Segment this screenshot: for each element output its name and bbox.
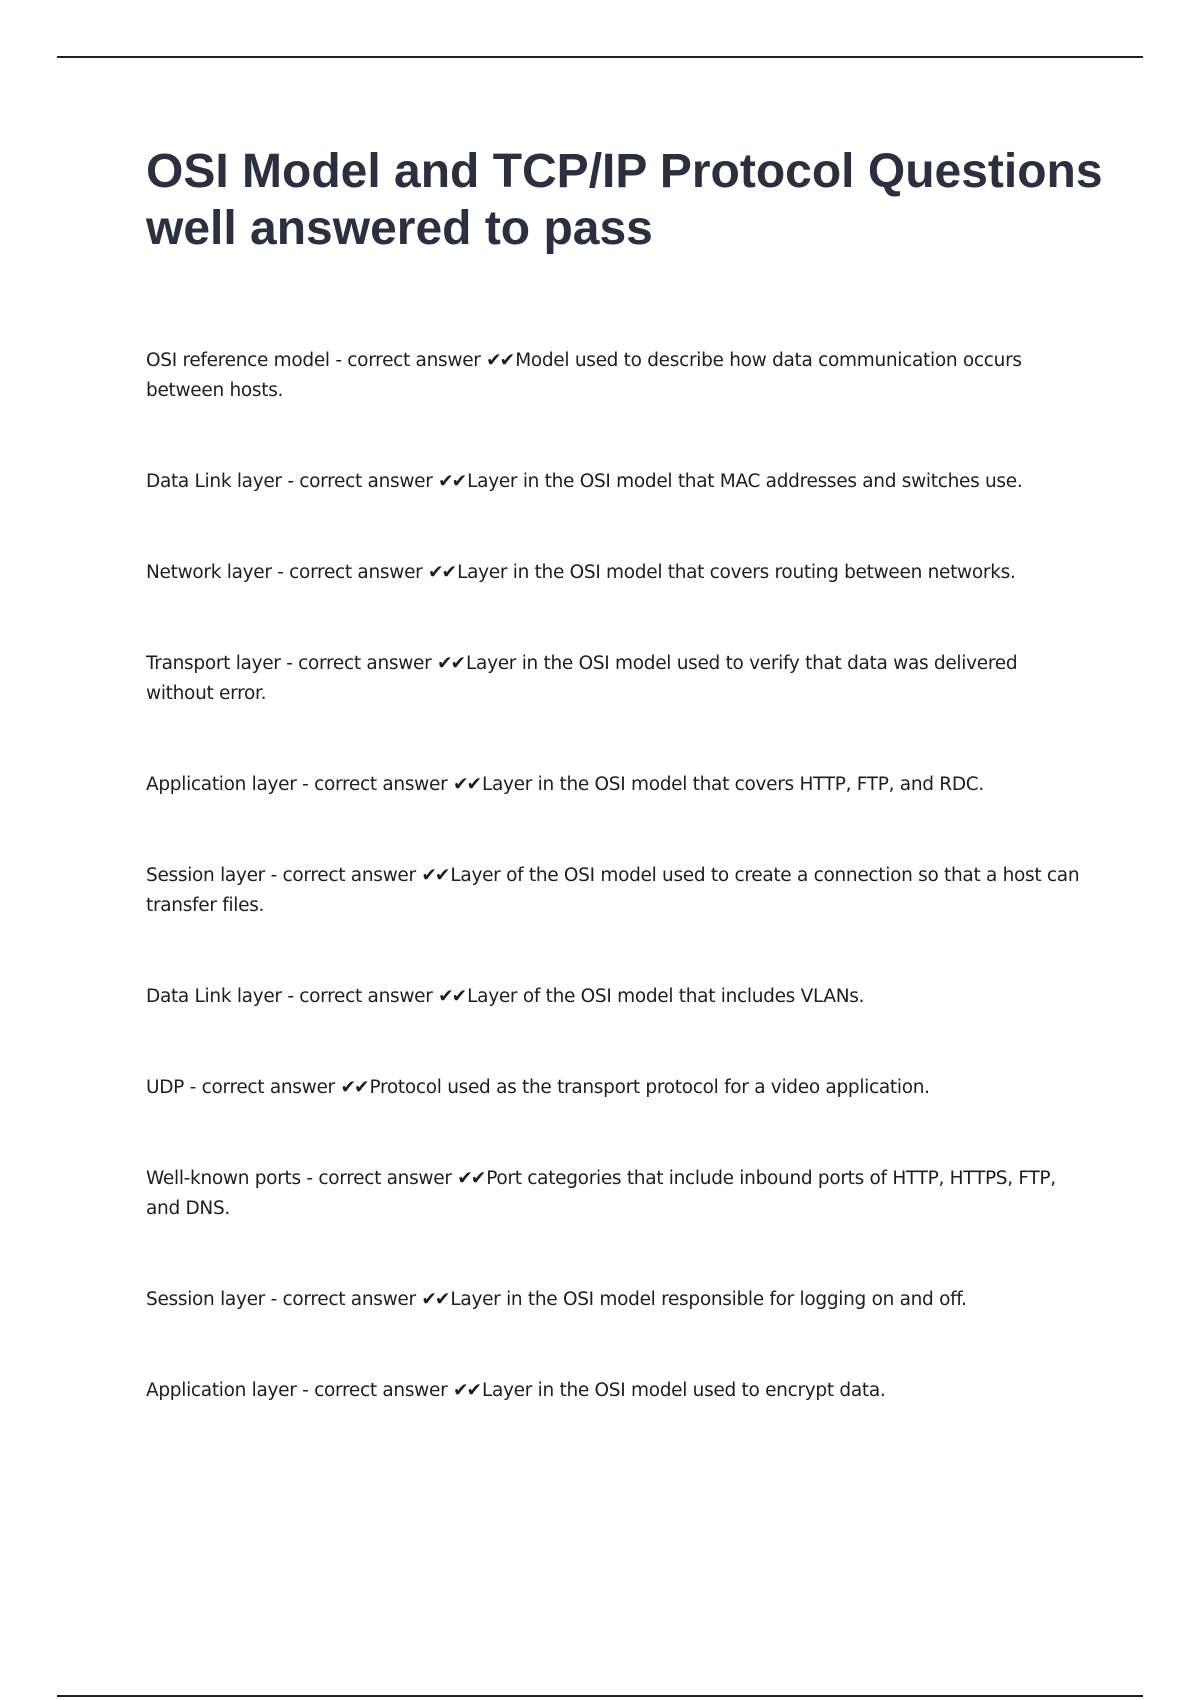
qa-item xyxy=(146,1376,1086,1406)
qa-answer: Port categories that include inbound ports of HTTP, HTTPS, FTP, and DNS. xyxy=(146,1168,1056,1219)
qa-term: OSI reference model xyxy=(146,350,330,371)
double-check-icon: ✔✔ xyxy=(437,653,465,674)
double-check-icon: ✔✔ xyxy=(421,865,449,886)
qa-answer: Layer in the OSI model that covers routing between networks. xyxy=(457,562,1016,583)
double-check-icon: ✔✔ xyxy=(428,562,456,583)
qa-term: Session layer xyxy=(146,865,265,886)
qa-answer: Layer of the OSI model used to create a connection so that a host can transfer files. xyxy=(146,865,1080,916)
qa-item xyxy=(146,982,1086,1012)
qa-term: Application layer xyxy=(146,1380,297,1401)
qa-item xyxy=(146,770,1086,800)
qa-separator: - correct answer xyxy=(300,1168,458,1189)
qa-term: Network layer xyxy=(146,562,272,583)
double-check-icon: ✔✔ xyxy=(438,986,466,1007)
qa-item xyxy=(146,1164,1086,1224)
qa-answer: Layer in the OSI model that covers HTTP, FTP, and RDC. xyxy=(481,774,984,795)
footer-rule xyxy=(57,1695,1143,1697)
qa-answer: Layer in the OSI model responsible for logging on and off. xyxy=(450,1289,967,1310)
qa-item xyxy=(146,649,1086,709)
qa-separator: - correct answer xyxy=(264,1289,422,1310)
qa-separator: - correct answer xyxy=(296,774,453,795)
double-check-icon: ✔✔ xyxy=(452,774,480,795)
qa-answer: Layer of the OSI model that includes VLANs. xyxy=(467,986,865,1007)
qa-item xyxy=(146,346,1086,406)
double-check-icon: ✔✔ xyxy=(486,350,514,371)
qa-term: Session layer xyxy=(146,1289,265,1310)
qa-separator: - correct answer xyxy=(264,865,422,886)
double-check-icon: ✔✔ xyxy=(438,471,466,492)
qa-answer: Layer in the OSI model used to encrypt data. xyxy=(481,1380,886,1401)
qa-separator: - correct answer xyxy=(281,471,439,492)
qa-item xyxy=(146,1285,1086,1315)
qa-item xyxy=(146,558,1086,588)
qa-separator: - correct answer xyxy=(271,562,429,583)
qa-separator: - correct answer xyxy=(280,653,438,674)
double-check-icon: ✔✔ xyxy=(340,1077,368,1098)
qa-term: UDP xyxy=(146,1077,185,1098)
qa-term: Data Link layer xyxy=(146,471,282,492)
qa-term: Data Link layer xyxy=(146,986,282,1007)
double-check-icon: ✔✔ xyxy=(421,1289,449,1310)
qa-separator: - correct answer xyxy=(329,350,487,371)
qa-list xyxy=(146,346,1086,1467)
double-check-icon: ✔✔ xyxy=(452,1380,480,1401)
qa-term: Transport layer xyxy=(146,653,281,674)
qa-answer: Layer in the OSI model that MAC addresses and switches use. xyxy=(467,471,1023,492)
qa-item xyxy=(146,1073,1086,1103)
qa-answer: Model used to describe how data communication occurs between hosts. xyxy=(146,350,1022,401)
qa-answer: Protocol used as the transport protocol for a video application. xyxy=(369,1077,930,1098)
double-check-icon: ✔✔ xyxy=(457,1168,485,1189)
qa-item xyxy=(146,467,1086,497)
qa-term: Well-known ports xyxy=(146,1168,301,1189)
qa-item xyxy=(146,861,1086,921)
page-title: OSI Model and TCP/IP Protocol Questions well answered to pass xyxy=(146,145,1103,255)
qa-answer: Layer in the OSI model used to verify that data was delivered without error. xyxy=(146,653,1018,704)
qa-separator: - correct answer xyxy=(281,986,439,1007)
qa-separator: - correct answer xyxy=(296,1380,453,1401)
header-rule xyxy=(57,56,1143,58)
qa-term: Application layer xyxy=(146,774,297,795)
qa-separator: - correct answer xyxy=(184,1077,341,1098)
